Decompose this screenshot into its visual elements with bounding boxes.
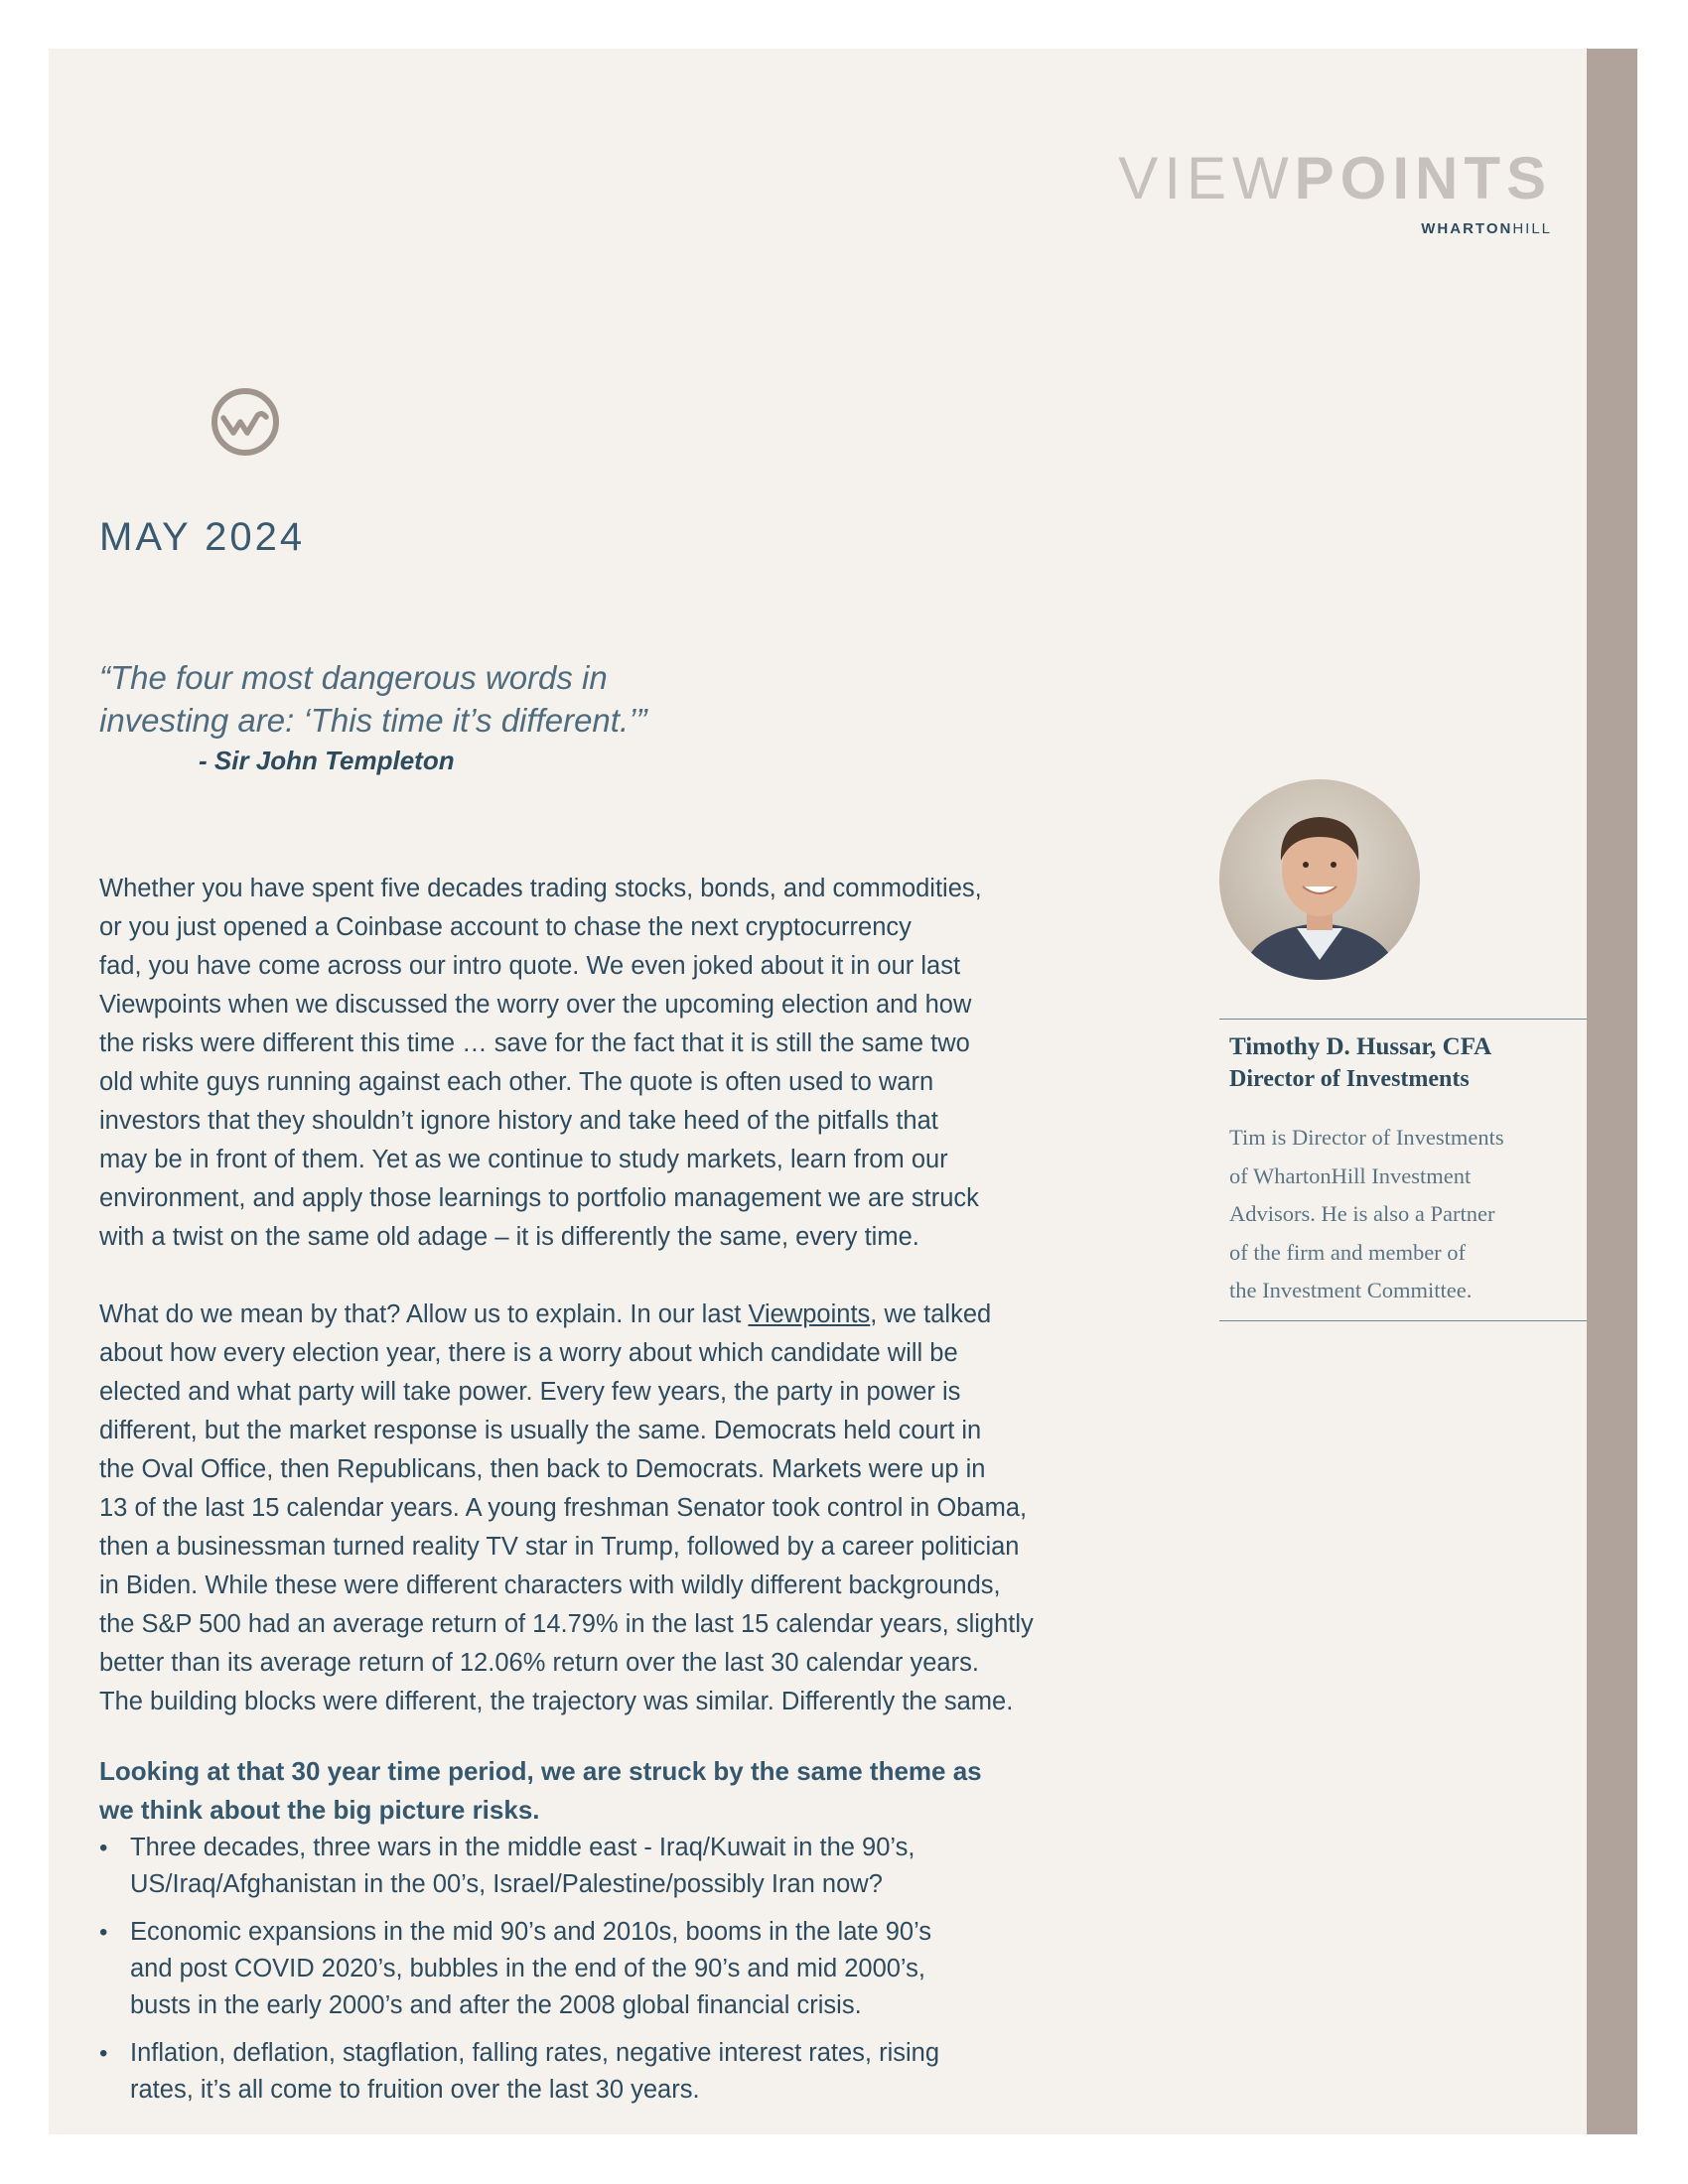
paragraph-line: in Biden. While these were different characters with wildly different backgrounds, (99, 1571, 1001, 1599)
bullet-dot-icon: • (99, 1835, 108, 1861)
lead-in-line: we think about the big picture risks. (99, 1795, 540, 1825)
bio-line: the Investment Committee. (1229, 1278, 1473, 1302)
brand-light: HILL (1512, 220, 1552, 237)
bio-line: of the firm and member of (1229, 1239, 1467, 1265)
paragraph-line: old white guys running against each other. The quote is often used to warn (99, 1068, 934, 1096)
paragraph-line: may be in front of them. Yet as we continue to study markets, learn from our (99, 1146, 948, 1173)
newsletter-page (49, 49, 1637, 2134)
bullet-line: busts in the early 2000’s and after the 2008 global financial crisis. (130, 1991, 862, 2019)
quote-author: - Sir John Templeton (199, 746, 455, 775)
bio-line: of WhartonHill Investment (1229, 1162, 1472, 1188)
brand-bold: WHARTON (1421, 220, 1513, 237)
bullet-line: Inflation, deflation, stagflation, falling rates, negative interest rates, rising (130, 2039, 940, 2067)
author-bio (1229, 1119, 1587, 1310)
paragraph-text: , we talked (870, 1300, 992, 1328)
paragraph-line: elected and what party will take power. Every few years, the party in power is (99, 1378, 961, 1406)
whartonhill-logo-icon (210, 386, 281, 458)
bullet-item (99, 1830, 1192, 1903)
author-headshot (1219, 779, 1420, 980)
bullet-line: rates, it’s all come to fruition over the last 30 years. (130, 2076, 700, 2104)
paragraph-line (99, 1296, 1251, 1334)
masthead-title (1118, 145, 1552, 211)
side-accent-bar (1587, 49, 1637, 2134)
author-name: Timothy D. Hussar, CFA (1229, 1033, 1492, 1060)
intro-quote (99, 656, 854, 742)
paragraph-line: Viewpoints when we discussed the worry over the upcoming election and how (99, 991, 972, 1019)
bullet-line: Three decades, three wars in the middle east - Iraq/Kuwait in the 90’s, (130, 1834, 915, 1861)
bullet-line: and post COVID 2020’s, bubbles in the end of the 90’s and mid 2000’s, (130, 1955, 925, 1982)
quote-line: investing are: ‘This time it’s different.’” (99, 702, 647, 739)
masthead-title-light: VIEW (1118, 145, 1295, 211)
bullet-item (99, 1914, 1192, 2024)
masthead-title-bold: POINTS (1294, 145, 1552, 211)
bullet-dot-icon: • (99, 2040, 108, 2067)
paragraph-line: better than its average return of 12.06% return over the last 30 calendar years. (99, 1649, 979, 1677)
masthead-brand (1421, 220, 1552, 237)
bio-line: Advisors. He is also a Partner (1229, 1201, 1495, 1226)
paragraph-line: fad, you have come across our intro quote. We even joked about it in our last (99, 952, 961, 980)
risk-bullet-list (99, 1830, 1192, 2119)
author-title: Director of Investments (1229, 1066, 1470, 1092)
paragraph-line: Whether you have spent five decades trading stocks, bonds, and commodities, (99, 875, 982, 902)
issue-date: MAY 2024 (99, 515, 306, 559)
paragraph-1 (99, 870, 1251, 1257)
paragraph-line: The building blocks were different, the trajectory was similar. Differently the same. (99, 1688, 1014, 1715)
quote-line: “The four most dangerous words in (99, 659, 608, 696)
bullet-line: US/Iraq/Afghanistan in the 00’s, Israel/Palestine/possibly Iran now? (130, 1870, 883, 1898)
author-panel-top-rule (1219, 1019, 1587, 1020)
author-panel-bottom-rule (1219, 1320, 1587, 1321)
paragraph-text: What do we mean by that? Allow us to explain. In our last (99, 1300, 749, 1328)
paragraph-line: investors that they shouldn’t ignore history and take heed of the pitfalls that (99, 1107, 938, 1135)
bullet-dot-icon: • (99, 1919, 108, 1946)
paragraph-line: the risks were different this time … save for the fact that it is still the same two (99, 1029, 970, 1057)
paragraph-line: the S&P 500 had an average return of 14.79% in the last 15 calendar years, slightly (99, 1610, 1034, 1638)
paragraph-line: with a twist on the same old adage – it is differently the same, every time. (99, 1223, 919, 1251)
bullet-line: Economic expansions in the mid 90’s and 2010s, booms in the late 90’s (130, 1918, 932, 1946)
paragraph-line: about how every election year, there is a worry about which candidate will be (99, 1339, 958, 1367)
viewpoints-link[interactable]: Viewpoints (748, 1300, 871, 1328)
bio-line: Tim is Director of Investments (1229, 1125, 1504, 1150)
paragraph-line: then a businessman turned reality TV star in Trump, followed by a career politician (99, 1533, 1020, 1561)
section-lead-in (99, 1752, 1192, 1830)
paragraph-line: the Oval Office, then Republicans, then back to Democrats. Markets were up in (99, 1455, 986, 1483)
paragraph-line: different, but the market response is usually the same. Democrats held court in (99, 1417, 982, 1444)
bullet-item (99, 2035, 1192, 2109)
paragraph-line: 13 of the last 15 calendar years. A young freshman Senator took control in Obama, (99, 1494, 1028, 1522)
paragraph-line: or you just opened a Coinbase account to chase the next cryptocurrency (99, 913, 912, 941)
paragraph-2 (99, 1296, 1251, 1721)
lead-in-line: Looking at that 30 year time period, we are struck by the same theme as (99, 1756, 982, 1786)
paragraph-line: environment, and apply those learnings to portfolio management we are struck (99, 1184, 979, 1212)
